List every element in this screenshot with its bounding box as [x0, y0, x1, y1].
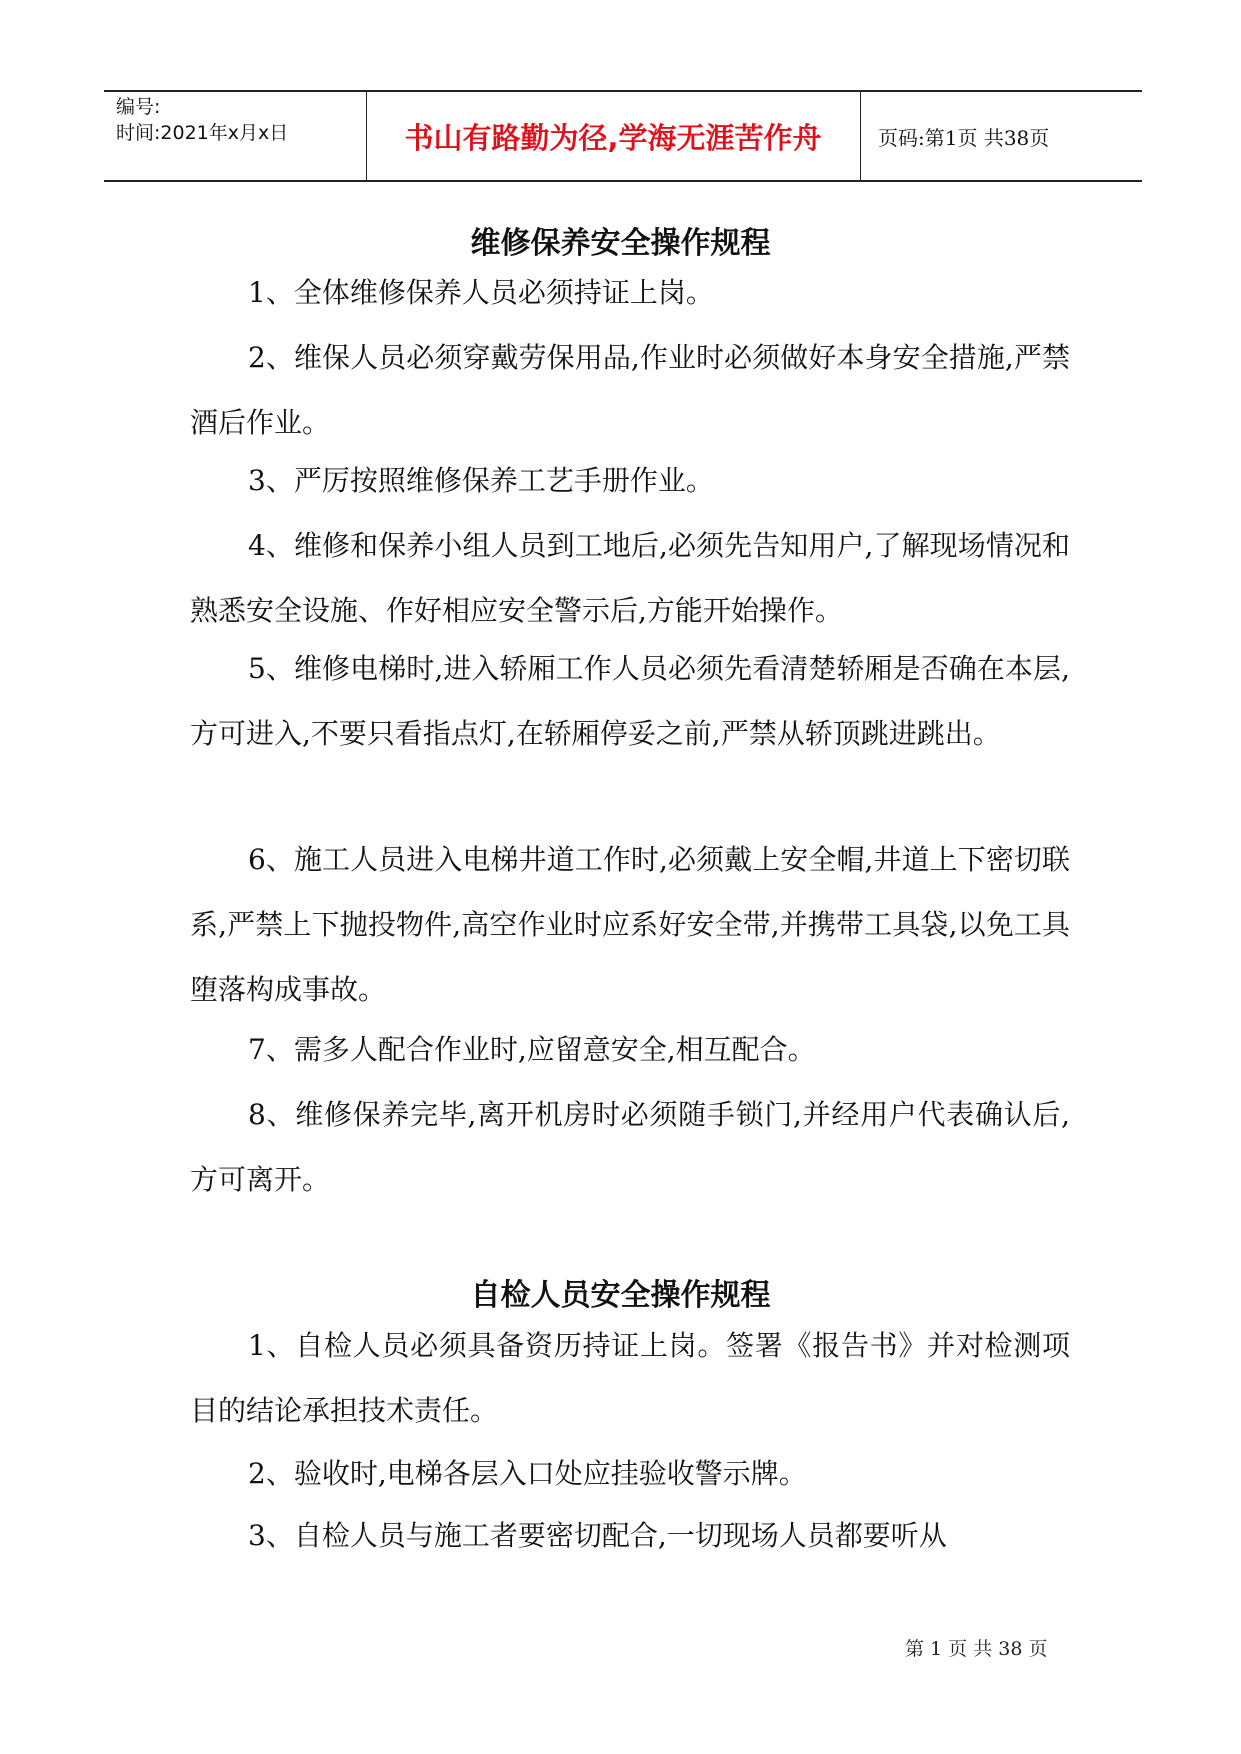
page-header	[104, 90, 1142, 182]
section2-title: 自检人员安全操作规程	[470, 1278, 771, 1313]
section1-item-3: 3、严厉按照维修保养工艺手册作业。	[248, 464, 714, 497]
section1-item-5: 5、维修电梯时,进入轿厢工作人员必须先看清楚轿厢是否确在本层,方可进入,不要只看指点灯,在轿厢停妥之前,严禁从轿顶跳进跳出。	[190, 652, 1070, 750]
section1-item-7: 7、需多人配合作业时,应留意安全,相互配合。	[248, 1033, 816, 1066]
section1-item-2: 2、维保人员必须穿戴劳保用品,作业时必须做好本身安全措施,严禁酒后作业。	[190, 341, 1070, 439]
document-time-label: 时间:2021年x月x日	[116, 122, 289, 144]
header-page-info: 页码:第1页 共38页	[878, 125, 1050, 150]
header-motto: 书山有路勤为径,学海无涯苦作舟	[404, 120, 822, 155]
section2-item-3: 3、自检人员与施工者要密切配合,一切现场人员都要听从	[248, 1519, 947, 1552]
section2-item-1: 1、自检人员必须具备资历持证上岗。签署《报告书》并对检测项目的结论承担技术责任。	[190, 1329, 1070, 1427]
header-divider-right	[860, 92, 861, 180]
section1-item-4: 4、维修和保养小组人员到工地后,必须先告知用户,了解现场情况和熟悉安全设施、作好相应安全警示后,方能开始操作。	[190, 529, 1070, 627]
section1-item-8: 8、维修保养完毕,离开机房时必须随手锁门,并经用户代表确认后,方可离开。	[190, 1098, 1070, 1196]
section1-item-1: 1、全体维修保养人员必须持证上岗。	[248, 276, 714, 309]
section2-item-2: 2、验收时,电梯各层入口处应挂验收警示牌。	[248, 1457, 807, 1490]
page-footer: 第 1 页 共 38 页	[905, 1638, 1048, 1660]
section1-item-6: 6、施工人员进入电梯井道工作时,必须戴上安全帽,井道上下密切联系,严禁上下抛投物件,高空作业时应系好安全带,并携带工具袋,以免工具堕落构成事故。	[190, 843, 1070, 1006]
document-number-label: 编号:	[116, 96, 161, 118]
header-divider-left	[366, 92, 367, 180]
section1-title: 维修保养安全操作规程	[470, 226, 771, 261]
